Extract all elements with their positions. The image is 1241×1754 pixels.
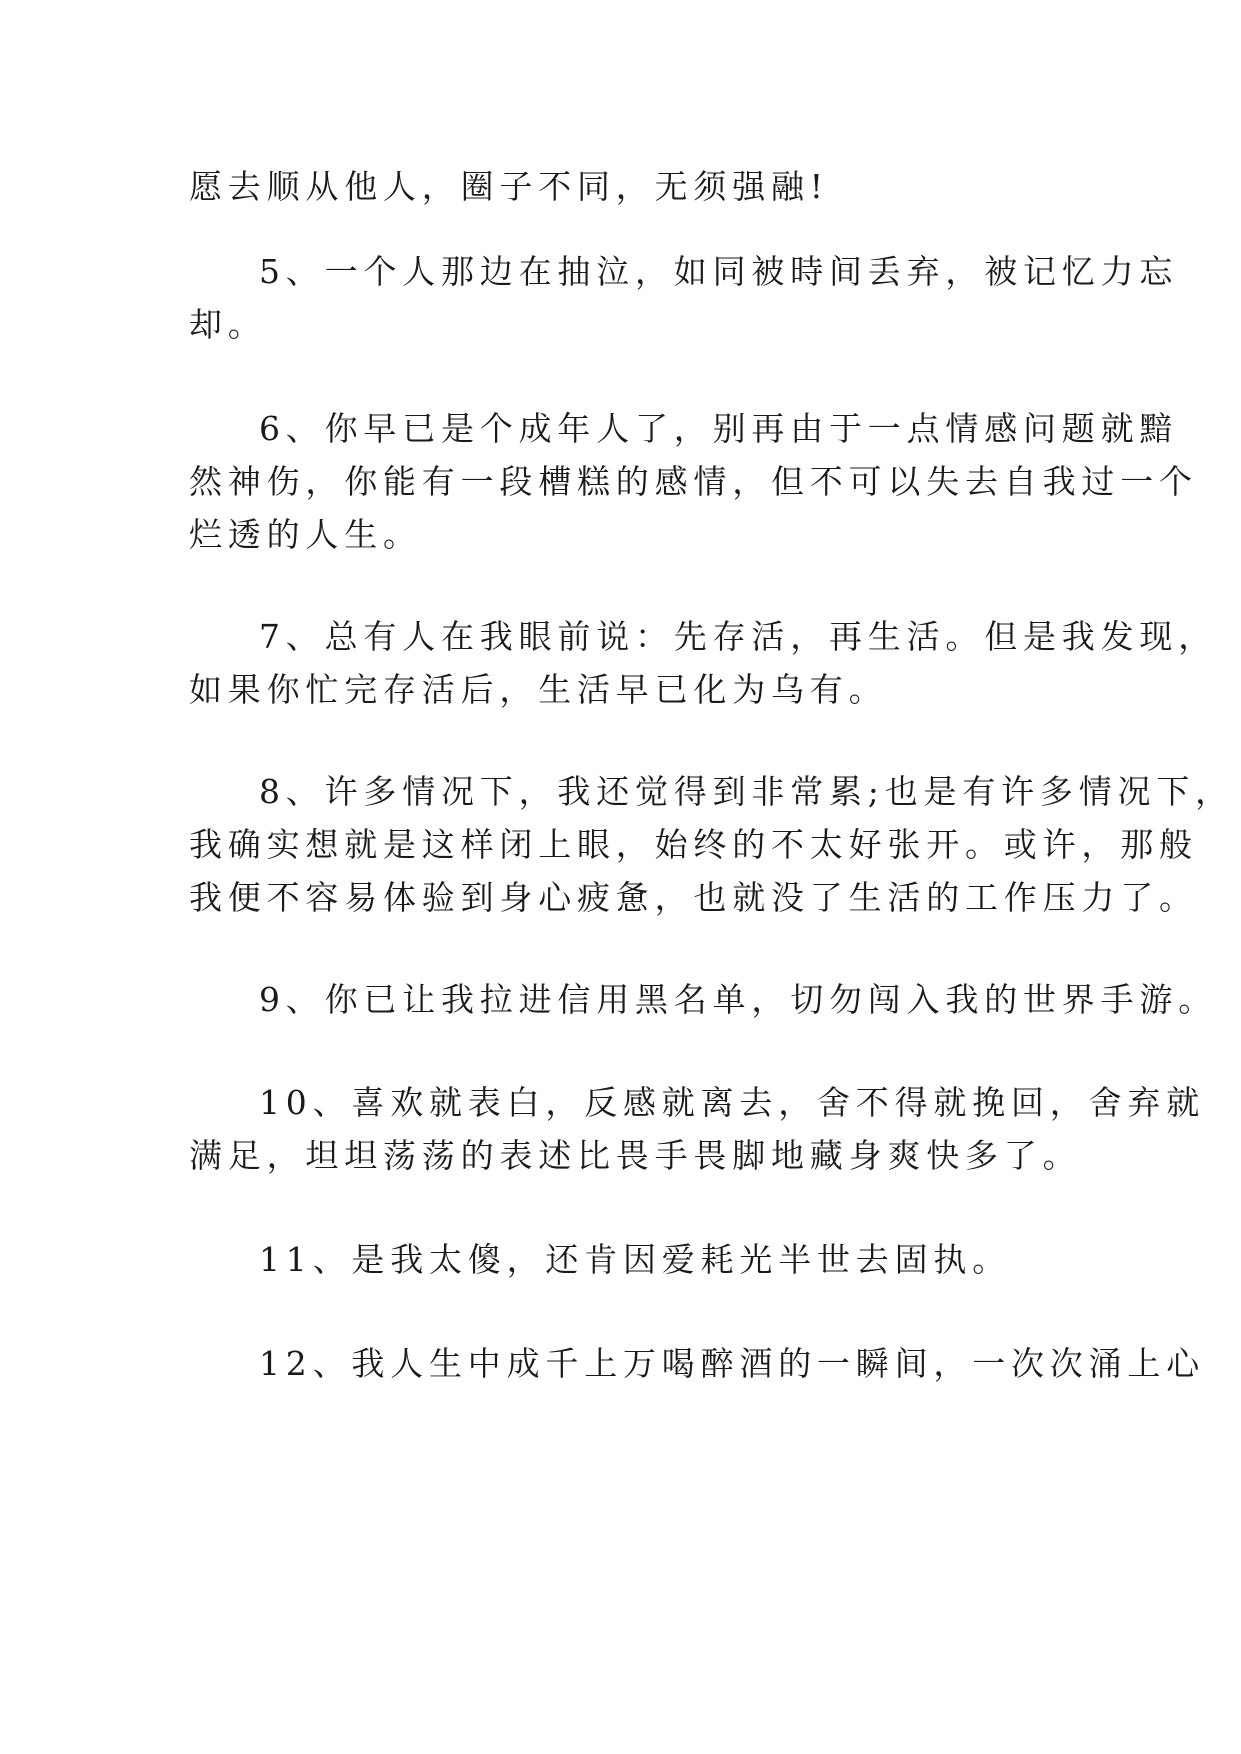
text-line: 烂透的人生。 [189, 515, 422, 554]
text-line: 满足，坦坦荡荡的表述比畏手畏脚地藏身爽快多了。 [189, 1136, 1082, 1175]
text-line: 9、你已让我拉进信用黑名单，切勿闯入我的世界手游。 [259, 980, 1217, 1019]
text-line: 愿去顺从他人，圈子不同，无须强融! [189, 167, 829, 206]
text-line: 6、你早已是个成年人了，别再由于一点情感问题就黯 [259, 409, 1179, 448]
text-line: 11、是我太傻，还肯因爱耗光半世去固执。 [259, 1240, 1011, 1279]
text-line: 我确实想就是这样闭上眼，始终的不太好张开。或许，那般 [189, 825, 1198, 864]
text-line: 却。 [189, 305, 267, 344]
text-line: 7、总有人在我眼前说：先存活，再生活。但是我发现， [259, 617, 1217, 656]
text-line: 我便不容易体验到身心疲惫，也就没了生活的工作压力了。 [189, 878, 1198, 917]
text-line: 10、喜欢就表白，反感就离去，舍不得就挽回，舍弃就 [259, 1083, 1205, 1122]
text-line: 12、我人生中成千上万喝醉酒的一瞬间，一次次涌上心 [259, 1344, 1205, 1383]
text-line: 然神伤，你能有一段槽糕的感情，但不可以失去自我过一个 [189, 462, 1198, 501]
text-line: 如果你忙完存活后，生活早已化为乌有。 [189, 670, 888, 709]
text-line: 5、一个人那边在抽泣，如同被時间丢弃，被记忆力忘 [259, 252, 1179, 291]
text-line: 8、许多情况下，我还觉得到非常累;也是有许多情况下， [259, 772, 1234, 811]
